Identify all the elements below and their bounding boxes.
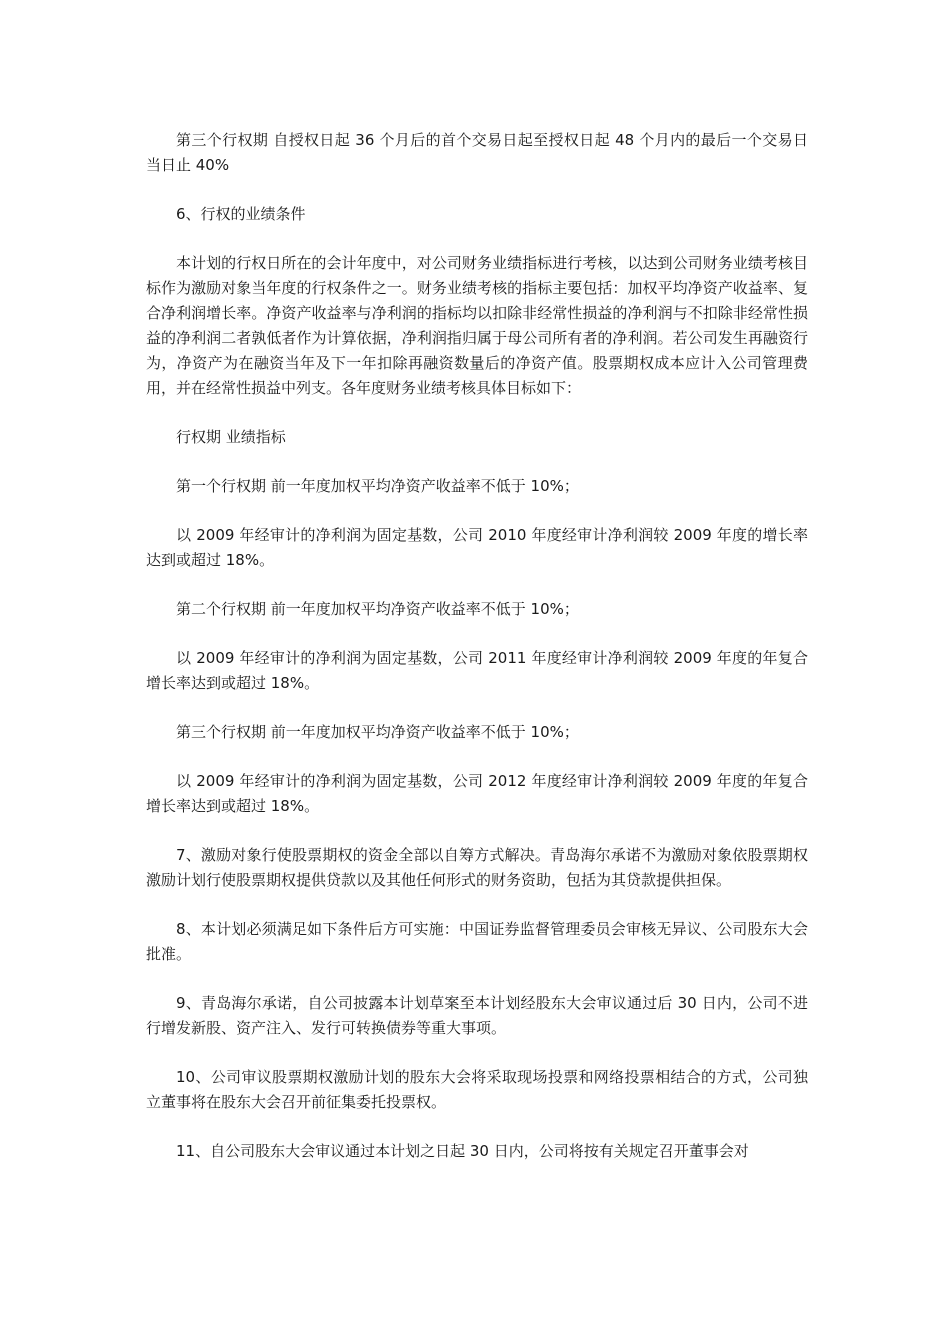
paragraph-item-7: 7、激励对象行使股票期权的资金全部以自筹方式解决。青岛海尔承诺不为激励对象依股票期权激励计划行使股票期权提供贷款以及其他任何形式的财务资助，包括为其贷款提供担保。 [146,846,808,889]
section-heading-performance-conditions: 6、行权的业绩条件 [176,205,306,223]
paragraph-period-2-growth: 以 2009 年经审计的净利润为固定基数，公司 2011 年度经审计净利润较 2009 年度的年复合增长率达到或超过 18%。 [146,649,808,692]
paragraph-period-1-growth: 以 2009 年经审计的净利润为固定基数，公司 2010 年度经审计净利润较 2009 年度的增长率达到或超过 18%。 [146,526,808,569]
paragraph-performance-assessment: 本计划的行权日所在的会计年度中，对公司财务业绩指标进行考核，以达到公司财务业绩考核目标作为激励对象当年度的行权条件之一。财务业绩考核的指标主要包括：加权平均净资产收益率、复合净利润增长率。净资产收益率与净利润的指标均以扣除非经常性损益的净利润与不扣除非经常性损益的净利润二者孰低者作为计算依据，净利润指归属于母公司所有者的净利润。若公司发生再融资行为，净资产为在融资当年及下一年扣除再融资数量后的净资产值。股票期权成本应计入公司管理费用，并在经常性损益中列支。各年度财务业绩考核具体目标如下： [146,254,808,397]
paragraph-item-10: 10、公司审议股票期权激励计划的股东大会将采取现场投票和网络投票相结合的方式，公司独立董事将在股东大会召开前征集委托投票权。 [146,1068,808,1111]
paragraph-period-3-roe: 第三个行权期 前一年度加权平均净资产收益率不低于 10%； [176,723,579,741]
paragraph-item-9: 9、青岛海尔承诺，自公司披露本计划草案至本计划经股东大会审议通过后 30 日内，公司不进行增发新股、资产注入、发行可转换债券等重大事项。 [146,994,808,1037]
paragraph-item-11: 11、自公司股东大会审议通过本计划之日起 30 日内，公司将按有关规定召开董事会对 [176,1142,749,1160]
document-body [146,128,808,1188]
table-header-line: 行权期 业绩指标 [176,428,286,446]
paragraph-period-3-growth: 以 2009 年经审计的净利润为固定基数，公司 2012 年度经审计净利润较 2009 年度的年复合增长率达到或超过 18%。 [146,772,808,815]
paragraph-exercise-period-3: 第三个行权期 自授权日起 36 个月后的首个交易日起至授权日起 48 个月内的最后一个交易日当日止 40% [146,131,808,174]
paragraph-period-1-roe: 第一个行权期 前一年度加权平均净资产收益率不低于 10%； [176,477,579,495]
paragraph-period-2-roe: 第二个行权期 前一年度加权平均净资产收益率不低于 10%； [176,600,579,618]
paragraph-item-8: 8、本计划必须满足如下条件后方可实施：中国证券监督管理委员会审核无异议、公司股东大会批准。 [146,920,808,963]
